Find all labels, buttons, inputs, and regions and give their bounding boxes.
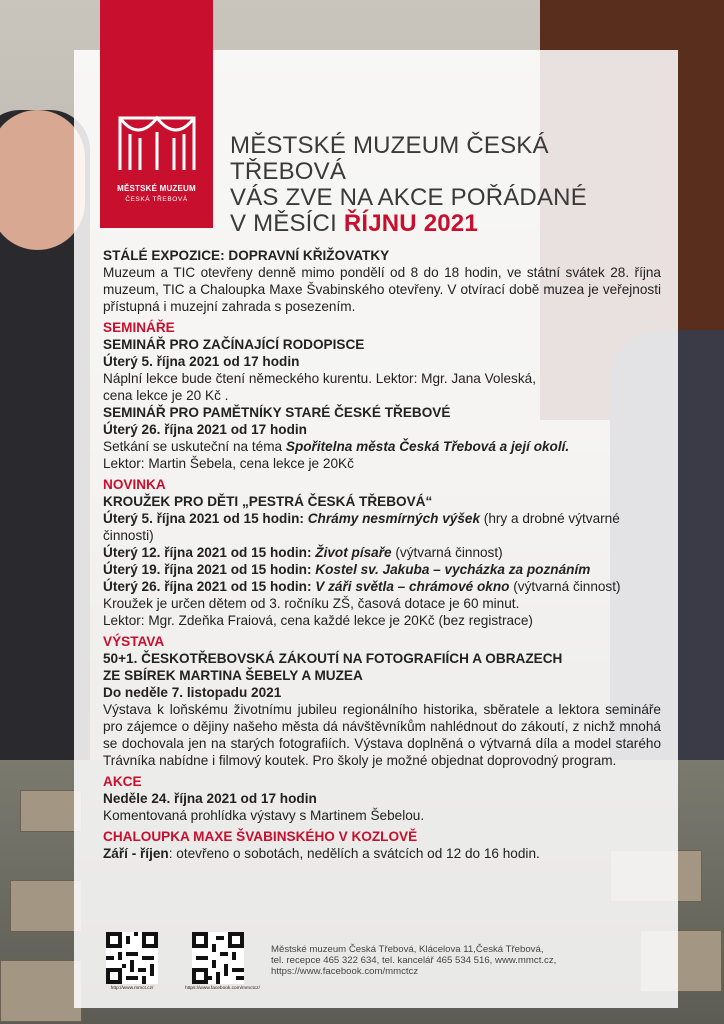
qr-code-web[interactable] [106, 932, 158, 984]
section-seminare: SEMINÁŘE [103, 320, 175, 335]
footer [104, 932, 664, 1002]
novinka-item [103, 578, 661, 595]
item-note: (hry a drobné výtvarné činnosti) [103, 511, 620, 543]
title-line3 [230, 211, 670, 237]
chaloupka-months: Září - říjen [103, 846, 169, 861]
vystava-title2: ZE SBÍREK MARTINA ŠEBELY A MUZEA [103, 668, 363, 683]
address-line2: tel. recepce 465 322 634, tel. kancelář 465 534 516, www.mmct.cz, [271, 955, 557, 966]
novinka-item [103, 544, 661, 561]
seminar2-text1-prefix: Setkání se uskuteční na téma [103, 439, 286, 454]
seminar2-text1 [103, 438, 661, 455]
title-line3-prefix: V MĚSÍCI [230, 210, 344, 237]
chaloupka-text [103, 845, 661, 862]
akce-text: Komentovaná prohlídka výstavy s Martinem Šebelou. [103, 808, 425, 823]
museum-logo [100, 0, 213, 228]
item-date: Úterý 12. října 2021 od 15 hodin: [103, 545, 316, 560]
novinka-text1: Kroužek je určen dětem od 3. ročníku ZŠ, časová dotace je 60 minut. [103, 596, 520, 611]
akce-date: Neděle 24. října 2021 od 17 hodin [103, 791, 317, 806]
qr-caption-facebook: https://www.facebook.com/mmctcz/ [185, 986, 260, 991]
chaloupka-hours: : otevřeno o sobotách, nedělích a svátcích od 12 do 16 hodin. [168, 846, 540, 861]
item-topic: Život písaře [315, 545, 392, 560]
section-akce: AKCE [103, 774, 142, 789]
seminar1-title: SEMINÁŘ PRO ZAČÍNAJÍCÍ RODOPISCE [103, 337, 365, 352]
novinka-title: KROUŽEK PRO DĚTI „PESTRÁ ČESKÁ TŘEBOVÁ“ [103, 494, 433, 509]
section-vystava: VÝSTAVA [103, 634, 165, 649]
novinka-text2: Lektor: Mgr. Zdeňka Fraiová, cena každé lekce je 20Kč (bez registrace) [103, 613, 533, 628]
vystava-text: Výstava k loňskému životnímu jubileu regionálního historika, sběratele a lektora semináře pro zájemce o dějiny našeho města dá návštěvníkům nahlédnout do zákoutí, z nichž mnohá se dochovala jen na starých fotografiích. Výstava doplněná o výtvarná díla a model starého Trávníka nabídne i filmový koutek. Pro školy je možné objednat doprovodný program. [103, 702, 661, 768]
chaloupka-title: CHALOUPKA MAXE ŠVABINSKÉHO V KOZLOVĚ [103, 829, 418, 844]
novinka-item [103, 510, 661, 544]
item-note: (výtvarná činnost) [391, 545, 503, 560]
museum-logo-icon [116, 112, 198, 172]
vystava-date: Do neděle 7. listopadu 2021 [103, 685, 282, 700]
page-title [230, 133, 670, 237]
item-topic: Kostel sv. Jakuba – vycházka za poznáním [315, 562, 591, 577]
expo-text: Muzeum a TIC otevřeny denně mimo pondělí od 8 do 18 hodin, ve státní svátek 28. října muzeum, TIC a Chaloupka Maxe Švabinského otevřeny. V otvírací době muzea je veřejnosti přístupná i muzejní zahrada s posezením. [103, 265, 661, 314]
seminar2-topic: Spořitelna města Česká Třebová a její okolí. [285, 439, 570, 454]
seminar2-text2: Lektor: Martin Šebela, cena lekce je 20Kč [103, 456, 354, 471]
item-topic: Chrámy nesmírných výšek [307, 511, 481, 526]
qr-caption-web: http://www.mmct.cz/ [110, 986, 154, 991]
item-date: Úterý 19. října 2021 od 15 hodin: [103, 562, 316, 577]
title-line1: MĚSTSKÉ MUZEUM ČESKÁ TŘEBOVÁ [230, 132, 549, 185]
seminar2-title: SEMINÁŘ PRO PAMĚTNÍKY STARÉ ČESKÉ TŘEBOVÉ [103, 405, 451, 420]
seminar2-date: Úterý 26. října 2021 od 17 hodin [103, 422, 307, 437]
item-date: Úterý 26. října 2021 od 15 hodin: [103, 579, 316, 594]
vystava-title1: 50+1. ČESKOTŘEBOVSKÁ ZÁKOUTÍ NA FOTOGRAFIÍCH A OBRAZECH [103, 651, 563, 666]
title-highlight: ŘÍJNU 2021 [343, 210, 478, 237]
address-line1: Městské muzeum Česká Třebová, Klácelova 11,Česká Třebová, [271, 944, 544, 955]
title-line2: VÁS ZVE NA AKCE POŘÁDANÉ [230, 184, 587, 211]
expo-title: STÁLÉ EXPOZICE: DOPRAVNÍ KŘIŽOVATKY [103, 248, 390, 263]
item-date: Úterý 5. října 2021 od 15 hodin: [103, 511, 308, 526]
seminar1-text1: Náplní lekce bude čtení německého kurentu. Lektor: Mgr. Jana Voleská, [103, 371, 536, 386]
seminar1-text2: cena lekce je 20 Kč . [103, 388, 229, 403]
logo-text-line1: MĚSTSKÉ MUZEUM [117, 184, 196, 193]
novinka-item [103, 561, 661, 578]
section-novinka: NOVINKA [103, 477, 166, 492]
program-content [103, 247, 661, 862]
item-note: (výtvarná činnost) [509, 579, 621, 594]
logo-text-line2: ČESKÁ TŘEBOVÁ [125, 196, 188, 203]
seminar1-date: Úterý 5. října 2021 od 17 hodin [103, 354, 300, 369]
item-topic: V záři světla – chrámové okno [315, 579, 510, 594]
qr-code-facebook[interactable] [192, 932, 244, 984]
contact-address [271, 944, 571, 977]
address-line3[interactable]: https://www.facebook.com/mmctcz [271, 966, 419, 977]
